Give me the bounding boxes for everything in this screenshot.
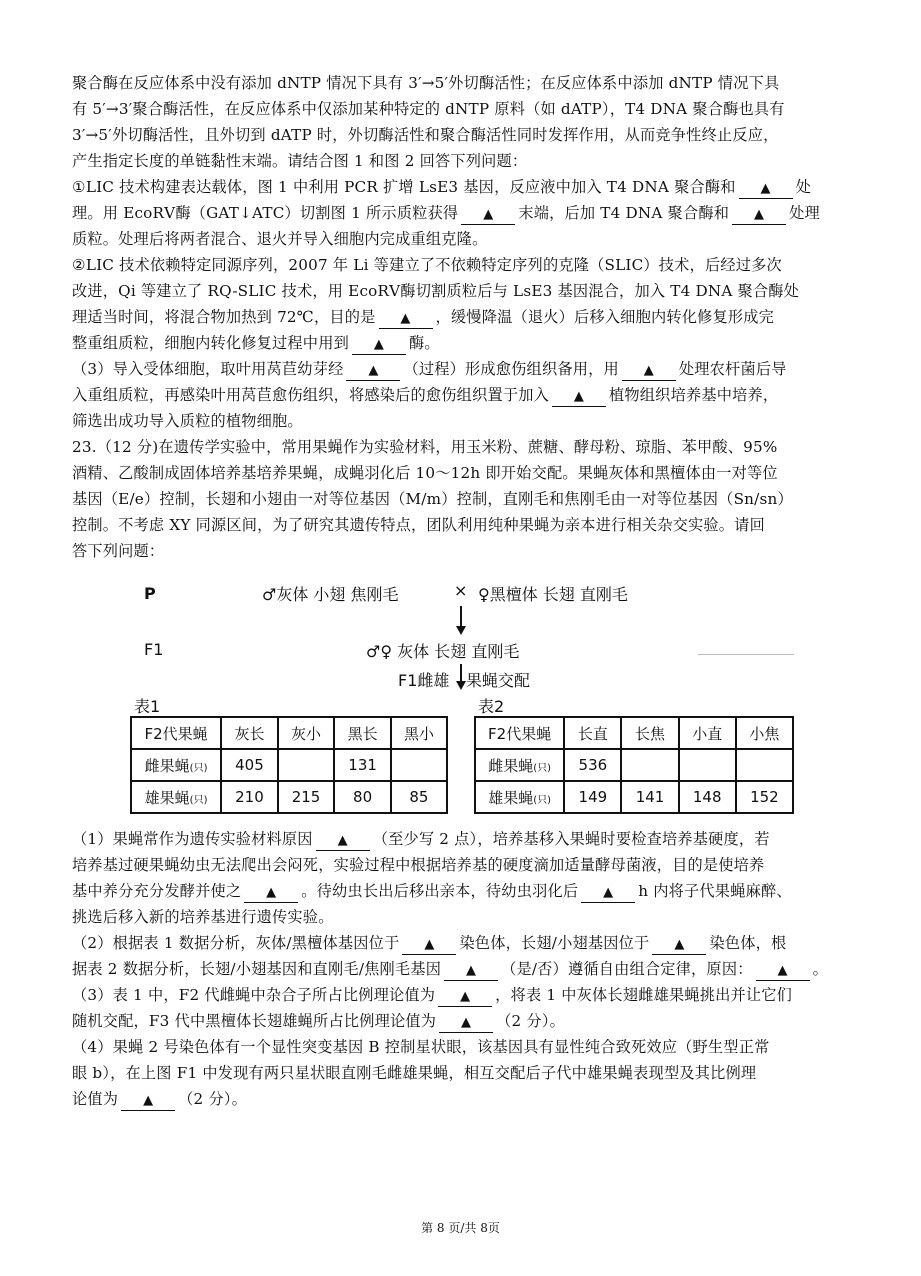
answer-blank[interactable]: ▲: [316, 832, 370, 851]
row-label-cell: [475, 781, 564, 813]
text-segment: 整重组质粒，细胞内转化修复过程中用到: [72, 334, 349, 352]
text-line: 有 5′→3′聚合酶活性，在反应体系中仅添加某种特定的 dNTP 原料（如 dATP），T4 DNA 聚合酶也具有: [72, 100, 785, 118]
page-footer: 第 8 页/共 8页: [421, 1221, 500, 1235]
table-cell: 210: [221, 781, 278, 813]
table-cell: 131: [334, 749, 391, 781]
table1: [130, 716, 448, 814]
table-cell: 152: [736, 781, 793, 813]
table-cell: 85: [391, 781, 447, 813]
text-line: 改进，Qi 等建立了 RQ-SLIC 技术，用 EcoRⅤ酶切割质粒后与 LsE3 基因混合，加入 T4 DNA 聚合酶处: [72, 282, 800, 300]
question-23-stem: [72, 434, 848, 564]
text-segment: （3）导入受体细胞，取叶用莴苣幼芽经: [72, 360, 344, 378]
question-lic-2: [72, 252, 848, 356]
text-line: 聚合酶在反应体系中没有添加 dNTP 情况下具有 3′→5′外切酶活性；在反应体系中添加 dNTP 情况下具: [72, 74, 780, 92]
arrow-down-line: [460, 664, 462, 682]
text-segment: 据表 2 数据分析，长翅/小翅基因和直刚毛/焦刚毛基因: [72, 960, 442, 978]
text-segment: h 内将子代果蝇麻醉、: [638, 882, 792, 900]
row-label-cell: [131, 749, 221, 781]
text-segment: （2）根据表 1 数据分析，灰体/黑檀体基因位于: [72, 934, 400, 952]
table-cell: [736, 749, 793, 781]
table-cell: [621, 749, 678, 781]
arrow-down-line: [460, 606, 462, 628]
row-label-cell: [131, 781, 221, 813]
table-header-row: [131, 717, 447, 749]
text-segment: （3）表 1 中，F2 代雌蝇中杂合子所占比例理论值为: [72, 986, 436, 1004]
table2-caption: 表2: [478, 697, 505, 716]
table-row: [131, 749, 447, 781]
answer-blank[interactable]: ▲: [439, 1014, 493, 1033]
text-segment: ①LIC 技术构建表达载体，图 1 中利用 PCR 扩增 LsE3 基因，反应液中加入 T4 DNA 聚合酶和: [72, 178, 736, 196]
f1-phenotype: ♂♀ 灰体 长翅 直刚毛: [366, 642, 520, 661]
table-header-cell: F2代果蝇: [131, 717, 221, 749]
table2: [474, 716, 794, 814]
subquestion-4: [72, 1034, 848, 1112]
text-segment: （1）果蝇常作为遗传实验材料原因: [72, 830, 313, 848]
answer-blank[interactable]: ▲: [379, 310, 433, 329]
table-header-cell: 小焦: [736, 717, 793, 749]
text-segment: 染色体，长翅/小翅基因位于: [459, 934, 650, 952]
row-label: 雄果蝇: [488, 788, 534, 807]
table-header-cell: F2代果蝇: [475, 717, 564, 749]
p-label: P: [144, 584, 156, 603]
text-line: 筛选出成功导入质粒的植物细胞。: [72, 412, 303, 430]
text-line: 答下列问题：: [72, 542, 165, 560]
text-line: 产生指定长度的单链黏性末端。请结合图 1 和图 2 回答下列问题：: [72, 152, 528, 170]
answer-blank[interactable]: ▲: [121, 1092, 175, 1111]
table-row: [475, 781, 793, 813]
text-segment: （是/否）遵循自由组合定律，原因：: [501, 960, 753, 978]
table-header-cell: 灰长: [221, 717, 278, 749]
answer-blank[interactable]: ▲: [444, 962, 498, 981]
text-line: 3′→5′外切酶活性，且外切到 dATP 时，外切酶活性和聚合酶活性同时发挥作用，从而竞争性终止反应，: [72, 126, 779, 144]
table1-caption: 表1: [134, 697, 161, 716]
table-header-cell: 长直: [564, 717, 621, 749]
table-header-row: [475, 717, 793, 749]
p-male-phenotype: ♂灰体 小翅 焦刚毛: [262, 585, 399, 604]
cross-diagram: [134, 578, 798, 696]
answer-blank[interactable]: ▲: [739, 180, 793, 199]
table-cell: 215: [278, 781, 335, 813]
answer-blank[interactable]: ▲: [352, 336, 406, 355]
row-label-cell: [475, 749, 564, 781]
row-label: 雌果蝇: [488, 756, 534, 775]
text-segment: 处: [795, 178, 812, 196]
table-cell: [391, 749, 447, 781]
text-line: 质粒。处理后将两者混合、退火并导入细胞内完成重组克隆。: [72, 230, 488, 248]
table-cell: 149: [564, 781, 621, 813]
text-segment: 理。用 EcoRⅤ酶（GAT↓ATC）切割图 1 所示质粒获得: [72, 204, 459, 222]
table-cell: 141: [621, 781, 678, 813]
text-line: （4）果蝇 2 号染色体有一个显性突变基因 B 控制星状眼，该基因具有显性纯合致死效应（野生型正常: [72, 1038, 770, 1056]
intro-paragraph: [72, 70, 848, 174]
answer-blank[interactable]: ▲: [461, 206, 515, 225]
row-unit: (只): [189, 762, 208, 774]
text-segment: ，缓慢降温（退火）后移入细胞内转化修复形成完: [435, 308, 775, 326]
table-cell: 405: [221, 749, 278, 781]
table-header-cell: 长焦: [621, 717, 678, 749]
text-line: 挑选后移入新的培养基进行遗传实验。: [72, 908, 334, 926]
answer-blank[interactable]: ▲: [552, 388, 606, 407]
answer-blank[interactable]: ▲: [438, 988, 492, 1007]
answer-blank[interactable]: ▲: [402, 936, 456, 955]
question-lic-1: [72, 174, 848, 252]
table-header-cell: 灰小: [278, 717, 335, 749]
answer-blank[interactable]: ▲: [581, 884, 635, 903]
row-unit: (只): [533, 794, 552, 806]
table-row: [131, 781, 447, 813]
f1-cross-text-b: 果蝇交配: [466, 671, 531, 690]
text-segment: ，将表 1 中灰体长翅雌雄果蝇挑出并让它们: [495, 986, 793, 1004]
text-line: 基因（E/e）控制，长翅和小翅由一对等位基因（M/m）控制，直刚毛和焦刚毛由一对等位基因（Sn/sn）: [72, 490, 793, 508]
table-header-cell: 黑长: [334, 717, 391, 749]
text-segment: 入重组质粒，再感染叶用莴苣愈伤组织，将感染后的愈伤组织置于加入: [72, 386, 550, 404]
table-cell: 536: [564, 749, 621, 781]
text-line: ②LIC 技术依赖特定同源序列，2007 年 Li 等建立了不依赖特定序列的克隆（SLIC）技术，后经过多次: [72, 256, 782, 274]
p-female-phenotype: ♀黑檀体 长翅 直刚毛: [478, 585, 628, 604]
text-segment: 植物组织培养基中培养，: [609, 386, 779, 404]
text-segment: （2 分）。: [178, 1090, 248, 1108]
answer-blank[interactable]: ▲: [346, 362, 400, 381]
text-segment: 基中养分充分发酵并使之: [72, 882, 242, 900]
arrow-down-icon: [456, 626, 466, 635]
text-segment: 酶。: [408, 334, 440, 352]
text-line: 酒精、乙酸制成固体培养基培养果蝇，成蝇羽化后 10～12h 即开始交配。果蝇灰体和黑檀体由一对等位: [72, 464, 778, 482]
text-line: 23.（12 分)在遗传学实验中，常用果蝇作为实验材料，用玉米粉、蔗糖、酵母粉、琼脂、苯甲酸、95%: [72, 438, 778, 456]
answer-blank[interactable]: ▲: [732, 206, 786, 225]
text-segment: （至少写 2 点），培养基移入果蝇时要检查培养基硬度，若: [372, 830, 770, 848]
text-segment: 处理: [789, 204, 820, 222]
row-label: 雌果蝇: [144, 756, 190, 775]
question-transform: [72, 356, 848, 434]
row-unit: (只): [533, 762, 552, 774]
text-line: 眼 b），在上图 F1 中发现有两只星状眼直刚毛雌雄果蝇，相互交配后子代中雄果蝇表现型及其比例理: [72, 1064, 757, 1082]
answer-blank[interactable]: ▲: [756, 962, 810, 981]
row-label: 雄果蝇: [144, 788, 190, 807]
table-header-cell: 黑小: [391, 717, 447, 749]
table-row: [475, 749, 793, 781]
cross-symbol: ×: [454, 581, 468, 600]
text-segment: 。待幼虫长出后移出亲本，待幼虫羽化后: [301, 882, 579, 900]
subquestion-3: [72, 982, 848, 1034]
f1-label: F1: [144, 640, 164, 659]
divider: [698, 654, 794, 655]
text-segment: 末端，后加 T4 DNA 聚合酶和: [518, 204, 730, 222]
arrow-down-icon: [456, 681, 466, 690]
table-cell: [278, 749, 335, 781]
text-line: 培养基过硬果蝇幼虫无法爬出会闷死，实验过程中根据培养基的硬度滴加适量酵母菌液，目的是使培养: [72, 856, 765, 874]
answer-blank[interactable]: ▲: [652, 936, 706, 955]
text-line: 控制。不考虑 XY 同源区间，为了研究其遗传特点，团队利用纯种果蝇为亲本进行相关杂交实验。请回: [72, 516, 765, 534]
text-segment: （过程）形成愈伤组织备用，用: [403, 360, 619, 378]
row-unit: (只): [189, 794, 208, 806]
text-segment: 论值为: [72, 1090, 119, 1108]
table-cell: 80: [334, 781, 391, 813]
text-segment: 。: [812, 960, 828, 978]
text-segment: （2 分）。: [496, 1012, 565, 1030]
table-header-cell: 小直: [679, 717, 736, 749]
text-segment: 处理农杆菌后导: [678, 360, 787, 378]
subquestion-1: [72, 826, 848, 930]
table-cell: [679, 749, 736, 781]
f1-cross-text-a: F1雌雄: [398, 671, 450, 690]
subquestion-2: [72, 930, 848, 982]
text-segment: 随机交配，F3 代中黑檀体长翅雄蝇所占比例理论值为: [72, 1012, 437, 1030]
text-segment: 染色体，根: [709, 934, 787, 952]
answer-blank[interactable]: ▲: [622, 362, 676, 381]
text-segment: 理适当时间，将混合物加热到 72℃，目的是: [72, 308, 376, 326]
table-cell: 148: [679, 781, 736, 813]
answer-blank[interactable]: ▲: [244, 884, 298, 903]
